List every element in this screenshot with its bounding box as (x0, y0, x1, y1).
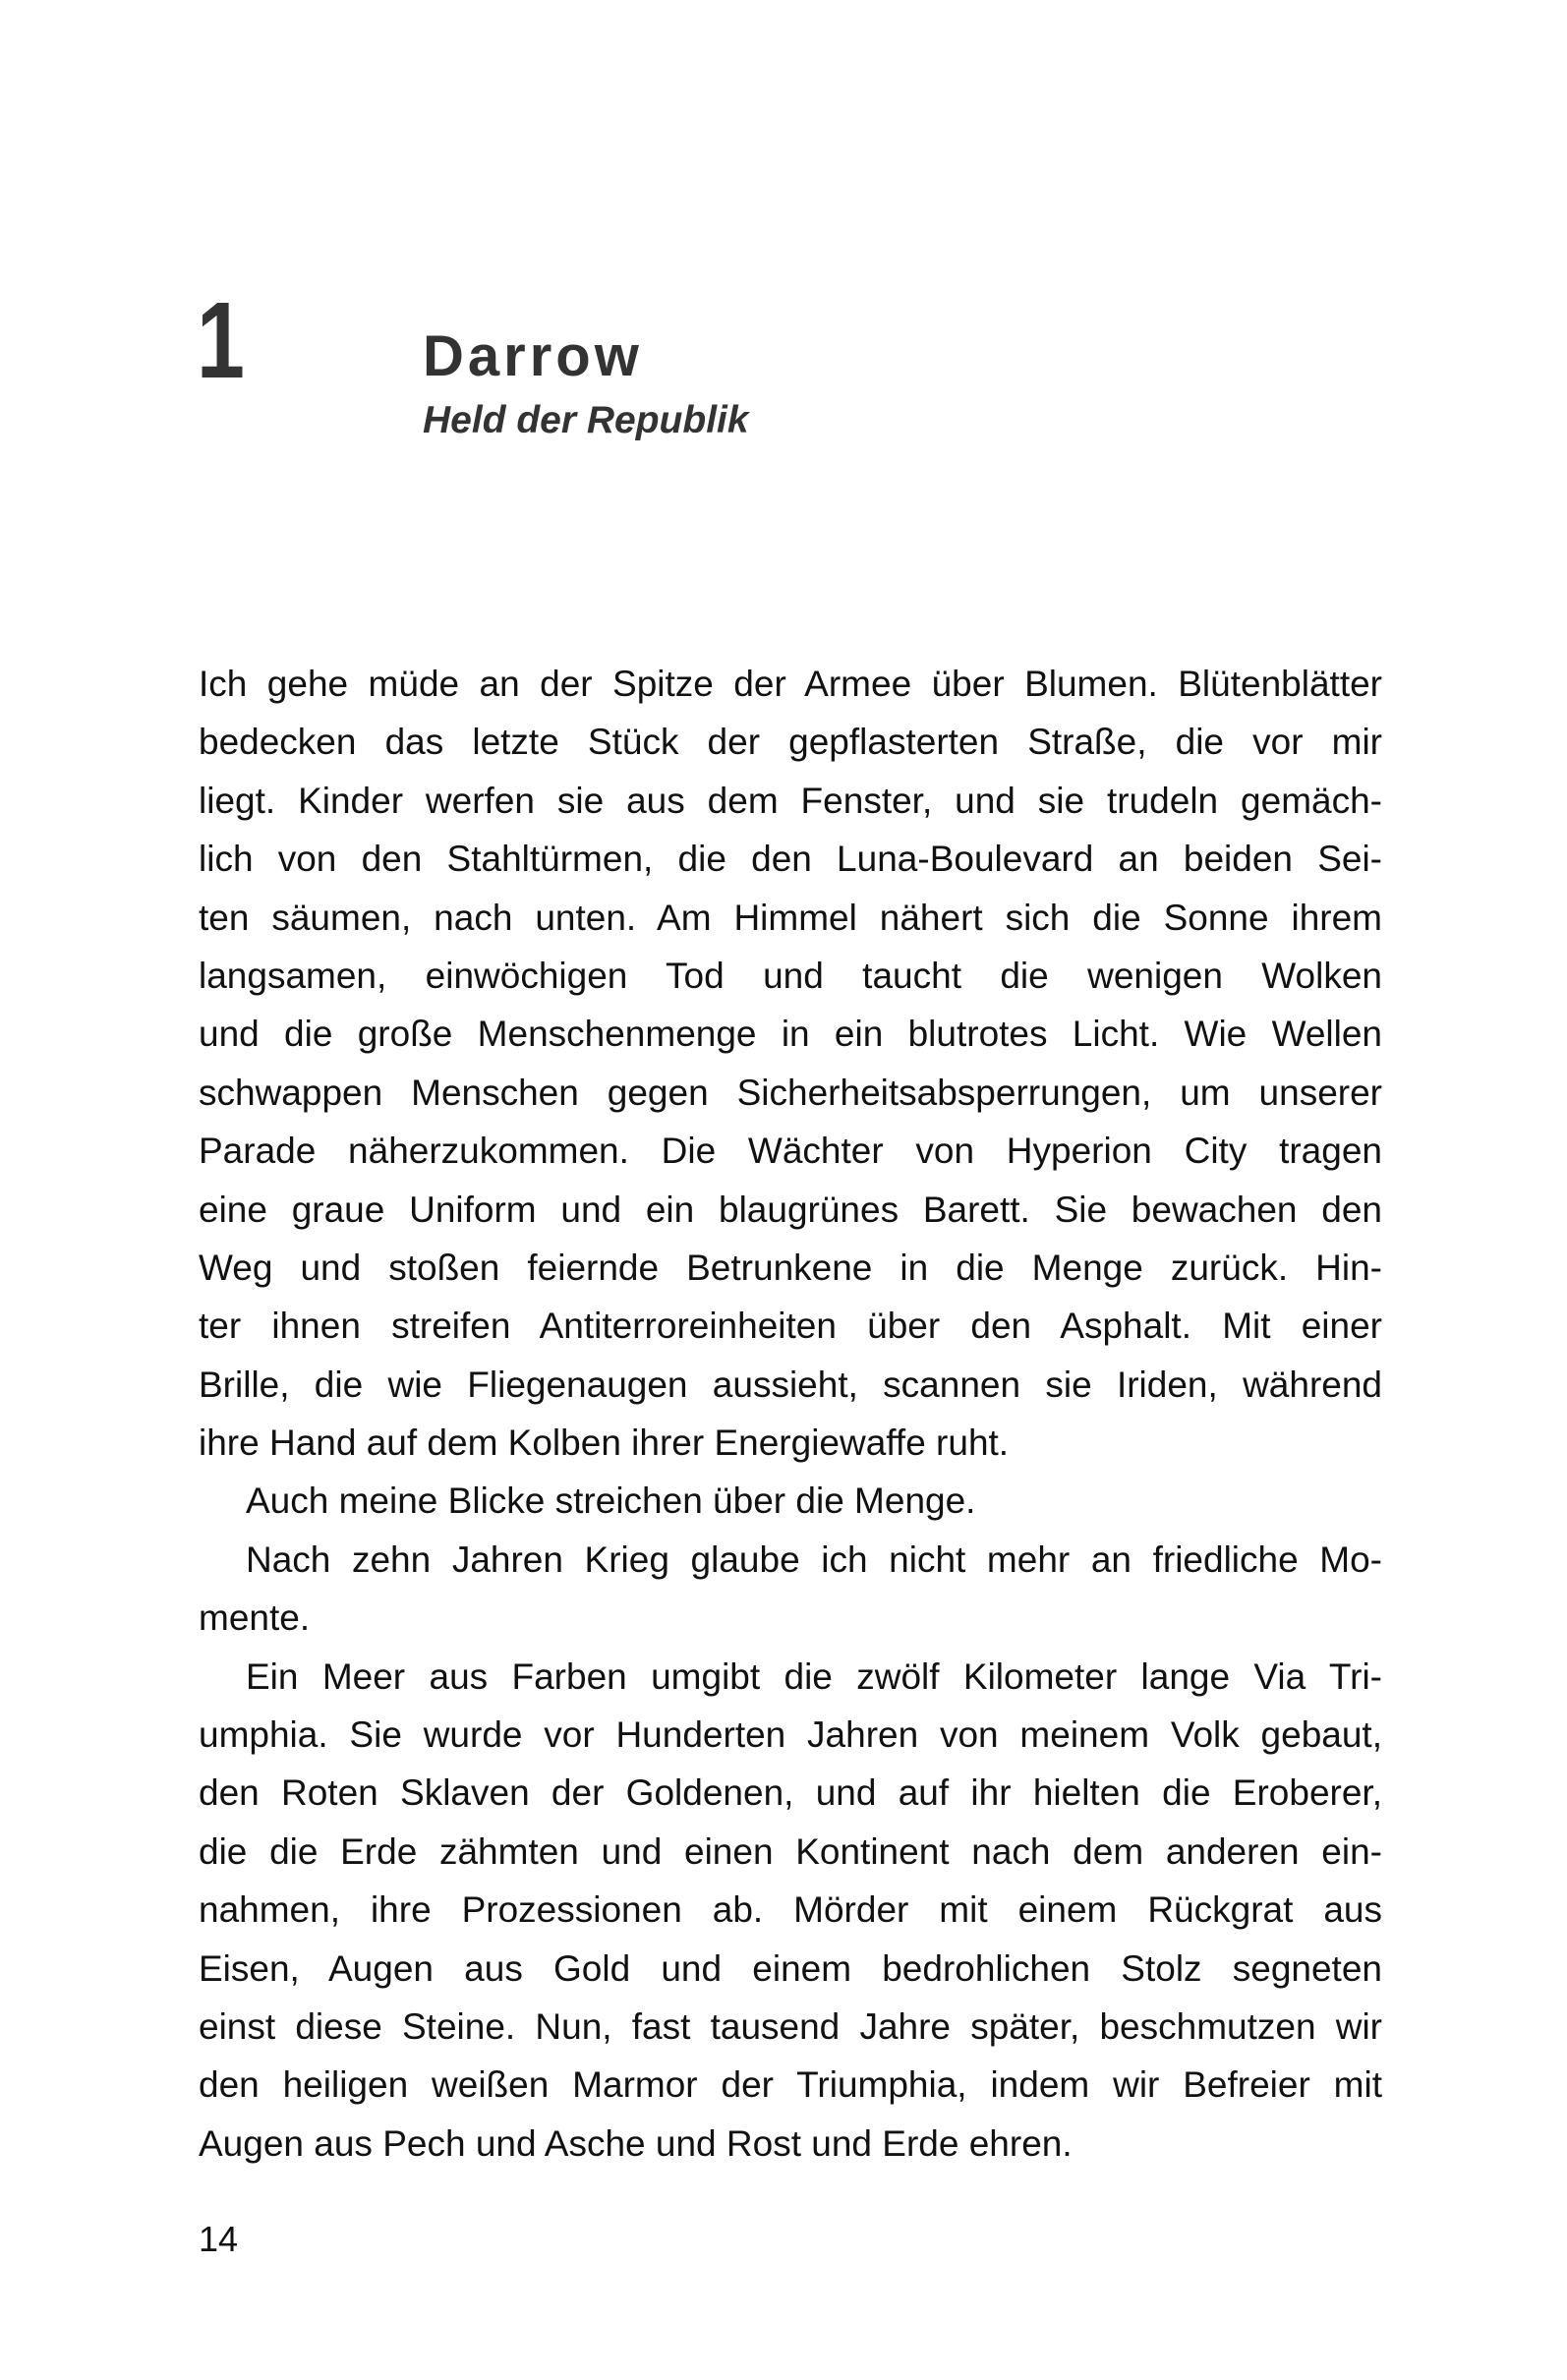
text-line: umphia. Sie wurde vor Hunderten Jahren von meinem Volk gebaut, (199, 1714, 1382, 1756)
text-line: den Roten Sklaven der Goldenen, und auf ihr hielten die Eroberer, (199, 1772, 1382, 1814)
text-line: mente. (199, 1597, 311, 1639)
text-line: bedecken das letzte Stück der gepflasterten Straße, die vor mir (199, 722, 1382, 763)
body-text (199, 655, 1382, 2173)
text-line: einst diese Steine. Nun, fast tausend Jahre später, beschmutzen wir (199, 2005, 1382, 2047)
text-line: Augen aus Pech und Asche und Rost und Erde ehren. (199, 2122, 1073, 2164)
text-line: ter ihnen streifen Antiterroreinheiten über den Asphalt. Mit einer (199, 1306, 1382, 1347)
text-line: eine graue Uniform und ein blaugrünes Barett. Sie bewachen den (199, 1189, 1382, 1230)
text-line: lich von den Stahltürmen, die den Luna-Boulevard an beiden Sei- (199, 839, 1382, 880)
text-line: langsamen, einwöchigen Tod und taucht die wenigen Wolken (199, 955, 1382, 996)
chapter-subtitle: Held der Republik (423, 399, 749, 441)
chapter-title: Darrow (423, 324, 643, 388)
text-line: Auch meine Blicke streichen über die Menge. (246, 1480, 976, 1522)
text-line: Parade näherzukommen. Die Wächter von Hyperion City tragen (199, 1131, 1382, 1172)
text-line: Weg und stoßen feiernde Betrunkene in die Menge zurück. Hin- (199, 1247, 1382, 1288)
text-line: Nach zehn Jahren Krieg glaube ich nicht mehr an friedliche Mo- (246, 1538, 1382, 1580)
text-line: nahmen, ihre Prozessionen ab. Mörder mit einem Rückgrat aus (199, 1889, 1382, 1931)
text-line: Ich gehe müde an der Spitze der Armee über Blumen. Blütenblätter (199, 664, 1382, 704)
text-line: Brille, die wie Fliegenaugen aussieht, scannen sie Iriden, während (199, 1364, 1382, 1405)
text-line: Ein Meer aus Farben umgibt die zwölf Kilometer lange Via Tri- (246, 1655, 1382, 1697)
text-line: Eisen, Augen aus Gold und einem bedrohlichen Stolz segneten (199, 1947, 1382, 1989)
text-line: die die Erde zähmten und einen Kontinent nach dem anderen ein- (199, 1830, 1382, 1872)
text-line: den heiligen weißen Marmor der Triumphia, indem wir Befreier mit (199, 2064, 1382, 2106)
text-line: schwappen Menschen gegen Sicherheitsabsperrungen, um unserer (199, 1072, 1382, 1113)
chapter-number: 1 (197, 280, 245, 401)
text-line: ten säumen, nach unten. Am Himmel nähert sich die Sonne ihrem (199, 897, 1382, 938)
text-line: liegt. Kinder werfen sie aus dem Fenster, und sie trudeln gemäch- (199, 780, 1382, 821)
text-line: ihre Hand auf dem Kolben ihrer Energiewaffe ruht. (199, 1422, 1010, 1464)
page-number: 14 (199, 2219, 239, 2259)
text-line: und die große Menschenmenge in ein blutrotes Licht. Wie Wellen (199, 1014, 1382, 1055)
